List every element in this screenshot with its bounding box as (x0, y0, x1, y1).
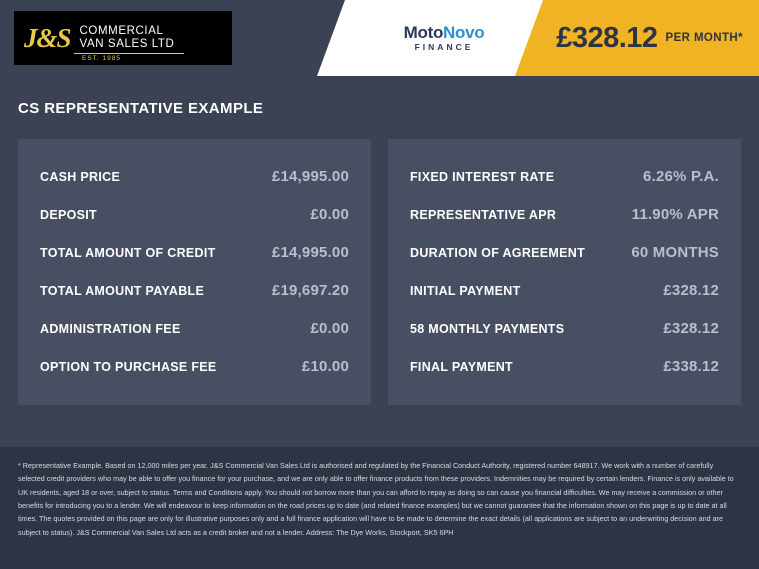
row-value: 11.90% APR (631, 205, 719, 223)
dealer-logo-line2: VAN SALES LTD (79, 38, 175, 50)
dealer-logo-initials: J&S (24, 22, 71, 53)
header-logo-area (0, 0, 345, 76)
row-label: DURATION OF AGREEMENT (410, 245, 586, 260)
row-value: £0.00 (310, 319, 349, 337)
row-label: CASH PRICE (40, 169, 121, 184)
row-value: £328.12 (663, 281, 719, 299)
row-value: 6.26% P.A. (643, 167, 719, 185)
row-value: £10.00 (301, 357, 349, 375)
row-value: £14,995.00 (271, 243, 349, 261)
row-value: 60 MONTHS (631, 243, 719, 261)
row-label: OPTION TO PURCHASE FEE (40, 359, 217, 374)
row-value: £328.12 (663, 319, 719, 337)
dealer-logo-established: EST. 1985 (82, 55, 121, 62)
row-value: £0.00 (310, 205, 349, 223)
monthly-price-panel (543, 0, 759, 76)
lender-subtitle: FINANCE (414, 41, 474, 52)
lender-logo-panel (345, 0, 543, 76)
row-value: £14,995.00 (271, 167, 349, 185)
dealer-logo-line1: COMMERCIAL (79, 25, 164, 38)
row-value: £19,697.20 (271, 281, 349, 299)
dealer-logo-text (80, 25, 175, 51)
lender-logo (404, 24, 485, 52)
finance-details-panels (0, 117, 759, 405)
logo-divider (74, 53, 184, 54)
row-label: FIXED INTEREST RATE (410, 169, 555, 184)
row-label: TOTAL AMOUNT PAYABLE (40, 283, 205, 298)
finance-panel-right (388, 139, 741, 405)
table-row (36, 347, 353, 385)
lender-name-part2: Novo (443, 23, 485, 43)
row-label: TOTAL AMOUNT OF CREDIT (40, 245, 216, 260)
row-label: FINAL PAYMENT (410, 359, 513, 374)
dealer-logo (14, 11, 232, 65)
finance-panel-left (18, 139, 371, 405)
row-label: INITIAL PAYMENT (410, 283, 521, 298)
table-row (36, 309, 353, 347)
lender-name-part1: Moto (403, 23, 444, 43)
row-value: £338.12 (663, 357, 719, 375)
table-row (406, 195, 723, 233)
table-row (406, 309, 723, 347)
table-row (36, 195, 353, 233)
row-label: 58 MONTHLY PAYMENTS (410, 321, 565, 336)
legal-disclaimer: * Representative Example. Based on 12,000 miles per year. J&S Commercial Van Sales Ltd is authorised and regulated by the Financial Conduct Authority, registered number 648917. We work with a number of carefully selected credit providers who may be able to offer you finance for your purchase, and we are only able to offer finance products from these providers. Indemnities may be required by certain lenders. Finance is only available to UK residents, aged 18 or over, subject to status. Terms and Conditions apply. You should not borrow more than you can afford to repay as doing so can cause you financial difficulties. We may receive a commission or other benefits for introducing you to a lender. We will endeavour to keep information on the road prices up to date (and related finance examples) but we cannot guarantee that the information shown on this page is up to date at all times. The quotes provided on this page are only for illustrative purposes only and a full finance application will have to be made to determine the exact details (all applications are subject to an underwriting decision and are subject to status). J&S Commercial Van Sales Ltd acts as a credit broker and not a lender. Address: The Dye Works, Stockport, SK5 6PH (0, 447, 759, 569)
table-row (36, 157, 353, 195)
row-label: ADMINISTRATION FEE (40, 321, 181, 336)
monthly-price-suffix: PER MONTH* (665, 32, 743, 44)
row-label: REPRESENTATIVE APR (410, 207, 557, 222)
table-row (406, 271, 723, 309)
lender-name (404, 24, 485, 42)
table-row (406, 157, 723, 195)
page-title: CS REPRESENTATIVE EXAMPLE (18, 100, 264, 117)
table-row (36, 271, 353, 309)
row-label: DEPOSIT (40, 207, 97, 222)
monthly-price-value: £328.12 (556, 21, 658, 54)
page-header (0, 0, 759, 76)
table-row (36, 233, 353, 271)
table-row (406, 233, 723, 271)
table-row (406, 347, 723, 385)
